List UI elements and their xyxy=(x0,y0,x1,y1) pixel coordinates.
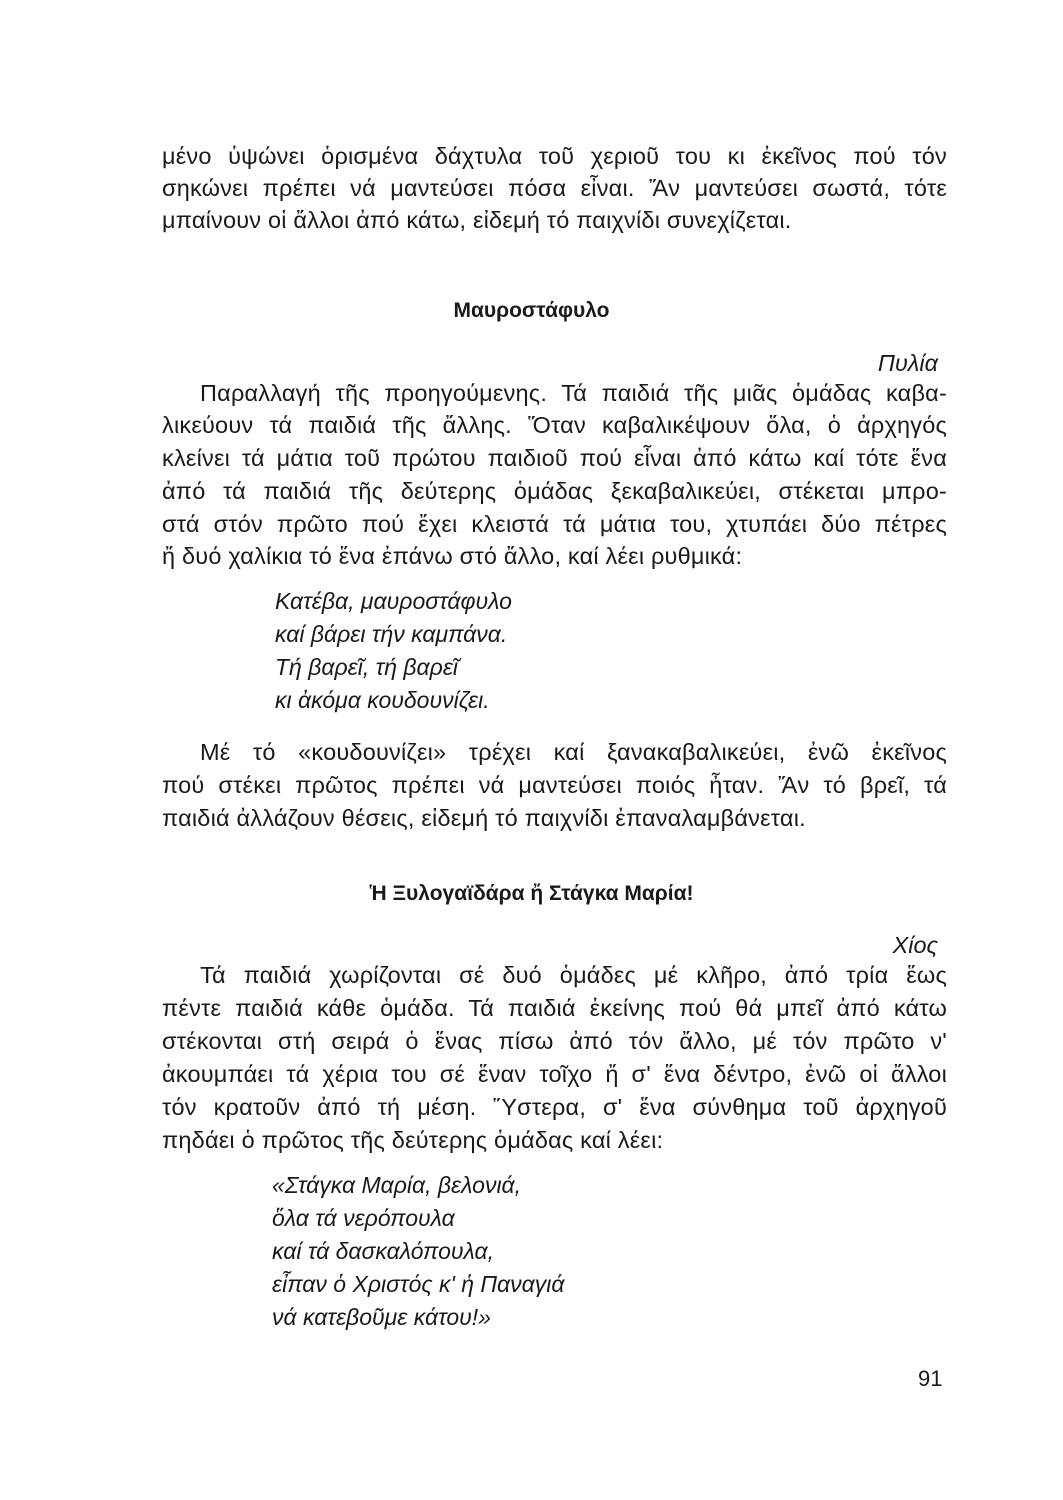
verse-line: κι ἀκόμα κουδουνίζει. xyxy=(275,687,490,713)
paragraph-line: πηδάει ὁ πρῶτος τῆς δεύτερης ὁμάδας καί λέει: xyxy=(162,1127,664,1153)
verse-line: νά κατεβοῦμε κάτου!» xyxy=(272,1304,491,1330)
verse-line: εἶπαν ὁ Χριστός κ' ἡ Παναγιά xyxy=(272,1271,565,1297)
section-place: Χίος xyxy=(892,932,938,958)
paragraph-line: κλείνει τά μάτια τοῦ πρώτου παιδιοῦ πού εἶναι ἀπό κάτω καί τότε ἕνα xyxy=(162,445,947,471)
paragraph-line: πού στέκει πρῶτος πρέπει νά μαντεύσει ποιός ἦταν. Ἄν τό βρεῖ, τά xyxy=(162,772,947,798)
verse-line: καί τά δασκαλόπουλα, xyxy=(272,1238,495,1264)
paragraph-line: Τά παιδιά χωρίζονται σέ δυό ὁμάδες μέ κλῆρο, ἀπό τρία ἕως xyxy=(200,962,947,988)
verse-line: Τή βαρεῖ, τή βαρεῖ xyxy=(275,654,459,680)
paragraph-line: σηκώνει πρέπει νά μαντεύσει πόσα εἶναι. Ἄν μαντεύσει σωστά, τότε xyxy=(162,175,947,201)
section-title: Μαυροστάφυλο xyxy=(453,299,610,322)
verse-line: ὅλα τά νερόπουλα xyxy=(272,1205,455,1231)
paragraph-line: ἀκουμπάει τά χέρια του σέ ἕναν τοῖχο ἤ σ' ἕνα δέντρο, ἐνῶ οἱ ἄλλοι xyxy=(162,1061,947,1087)
section-place: Πυλία xyxy=(877,350,938,376)
paragraph-line: τόν κρατοῦν ἀπό τή μέση. Ὕστερα, σ' ἕνα σύνθημα τοῦ ἀρχηγοῦ xyxy=(162,1094,947,1120)
paragraph-line: μένο ὑψώνει ὁρισμένα δάχτυλα τοῦ χεριοῦ του κι ἐκεῖνος πού τόν xyxy=(162,143,947,169)
paragraph-line: ἤ δυό χαλίκια τό ἕνα ἐπάνω στό ἄλλο, καί λέει ρυθμικά: xyxy=(162,543,743,569)
verse-line: «Στάγκα Μαρία, βελονιά, xyxy=(272,1172,522,1198)
paragraph-line: ἀπό τά παιδιά τῆς δεύτερης ὁμάδας ξεκαβαλικεύει, στέκεται μπρο- xyxy=(162,478,947,504)
paragraph-line: στέκονται στή σειρά ὁ ἕνας πίσω ἀπό τόν ἄλλο, μέ τόν πρῶτο ν' xyxy=(162,1028,947,1054)
paragraph-line: στά στόν πρῶτο πού ἔχει κλειστά τά μάτια του, χτυπάει δύο πέτρες xyxy=(162,511,947,537)
paragraph-line: Μέ τό «κουδουνίζει» τρέχει καί ξανακαβαλικεύει, ἐνῶ ἐκεῖνος xyxy=(200,739,947,765)
paragraph-line: παιδιά ἀλλάζουν θέσεις, εἰδεμή τό παιχνίδι ἐπαναλαμβάνεται. xyxy=(162,805,806,831)
paragraph-line: Παραλλαγή τῆς προηγούμενης. Τά παιδιά τῆς μιᾶς ὁμάδας καβα- xyxy=(200,380,947,406)
paragraph-line: λικεύουν τά παιδιά τῆς ἄλλης. Ὅταν καβαλικέψουν ὅλα, ὁ ἀρχηγός xyxy=(162,412,947,438)
verse-line: Κατέβα, μαυροστάφυλο xyxy=(275,588,512,614)
verse-line: καί βάρει τήν καμπάνα. xyxy=(275,621,508,647)
section-title: Ἡ Ξυλογαϊδάρα ἤ Στάγκα Μαρία! xyxy=(369,882,694,905)
paragraph-line: μπαίνουν οἱ ἄλλοι ἀπό κάτω, εἰδεμή τό παιχνίδι συνεχίζεται. xyxy=(162,207,792,233)
page-number: 91 xyxy=(918,1366,943,1391)
paragraph-line: πέντε παιδιά κάθε ὁμάδα. Τά παιδιά ἐκείνης πού θά μπεῖ ἀπό κάτω xyxy=(162,995,947,1021)
